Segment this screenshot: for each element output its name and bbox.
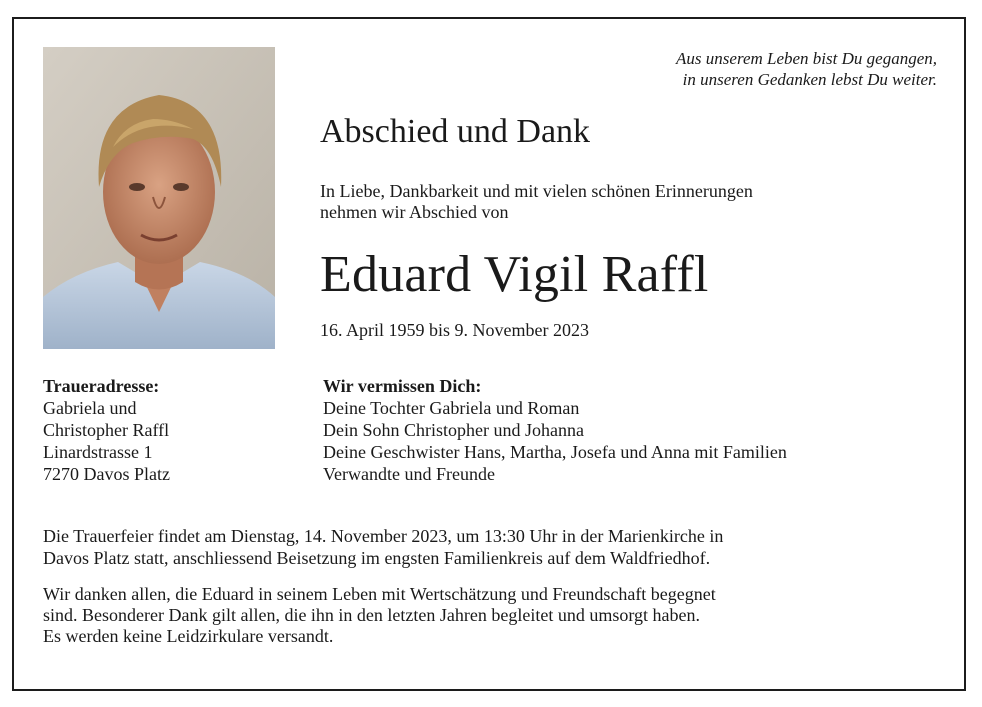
motto-line-2: in unseren Gedanken lebst Du weiter. — [682, 70, 937, 89]
thanks-line-3: Es werden keine Leidzirkulare versandt. — [43, 626, 334, 646]
deceased-name: Eduard Vigil Raffl — [320, 246, 709, 303]
mourner-line: Dein Sohn Christopher und Johanna — [323, 420, 584, 440]
mourners-list — [323, 375, 787, 485]
thanks-line-2: sind. Besonderer Dank gilt allen, die ihn in den letzten Jahren begleitet und umsorgt haben. — [43, 605, 700, 625]
mourner-line: Verwandte und Freunde — [323, 464, 495, 484]
mourner-line: Deine Tochter Gabriela und Roman — [323, 398, 580, 418]
address-line: 7270 Davos Platz — [43, 464, 170, 484]
intro-line-2: nehmen wir Abschied von — [320, 202, 509, 222]
address-line: Gabriela und — [43, 398, 137, 418]
motto-line-1: Aus unserem Leben bist Du gegangen, — [676, 49, 937, 68]
ceremony-line-1: Die Trauerfeier findet am Dienstag, 14. November 2023, um 13:30 Uhr in der Marienkirche in — [43, 526, 724, 546]
portrait-photo — [43, 47, 275, 349]
address-label: Traueradresse: — [43, 376, 160, 396]
thanks-paragraph — [43, 584, 939, 647]
page-title: Abschied und Dank — [320, 113, 591, 150]
address-line: Linardstrasse 1 — [43, 442, 153, 462]
ceremony-line-2: Davos Platz statt, anschliessend Beisetzung im engsten Familienkreis auf dem Waldfriedhof. — [43, 548, 711, 568]
mourner-line: Deine Geschwister Hans, Martha, Josefa und Anna mit Familien — [323, 442, 787, 462]
address-line: Christopher Raffl — [43, 420, 170, 440]
thanks-line-1: Wir danken allen, die Eduard in seinem Leben mit Wertschätzung und Freundschaft begegnet — [43, 584, 716, 604]
portrait-photo-image — [43, 47, 275, 349]
mourning-address — [43, 375, 170, 485]
motto — [676, 48, 937, 90]
life-dates: 16. April 1959 bis 9. November 2023 — [320, 320, 589, 340]
intro-line-1: In Liebe, Dankbarkeit und mit vielen schönen Erinnerungen — [320, 181, 753, 201]
mourners-label: Wir vermissen Dich: — [323, 376, 482, 396]
intro-text — [320, 181, 753, 223]
ceremony-paragraph — [43, 525, 939, 569]
